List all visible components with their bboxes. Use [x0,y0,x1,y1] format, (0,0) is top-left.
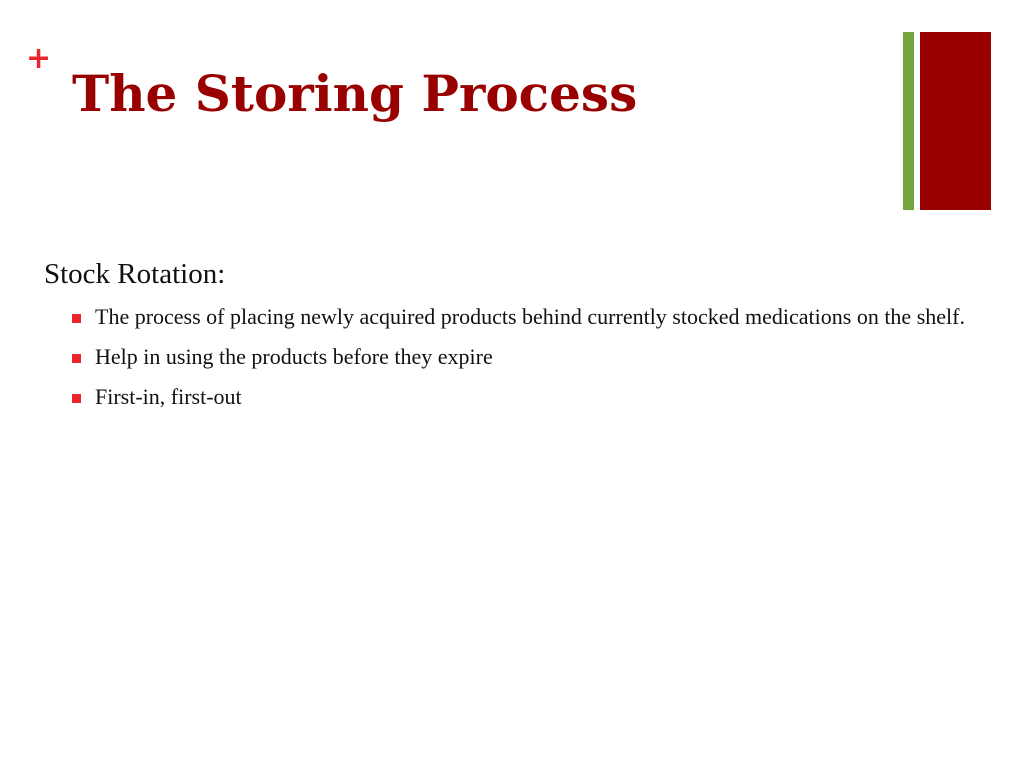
bullet-text: Help in using the products before they expire [95,343,493,369]
bullet-text: The process of placing newly acquired products behind currently stocked medications on the shelf. [95,303,965,329]
bullet-item [44,342,984,372]
red-accent-block [920,32,991,210]
bullet-list [44,302,984,412]
bullet-item [44,382,984,412]
slide-title: The Storing Process [72,64,638,123]
slide-content [44,257,984,422]
square-bullet-icon [72,394,81,403]
bullet-item [44,302,984,332]
green-accent-bar [903,32,914,210]
plus-icon: + [26,41,52,76]
square-bullet-icon [72,314,81,323]
square-bullet-icon [72,354,81,363]
section-heading: Stock Rotation: [44,258,226,290]
bullet-text: First-in, first-out [95,383,242,409]
